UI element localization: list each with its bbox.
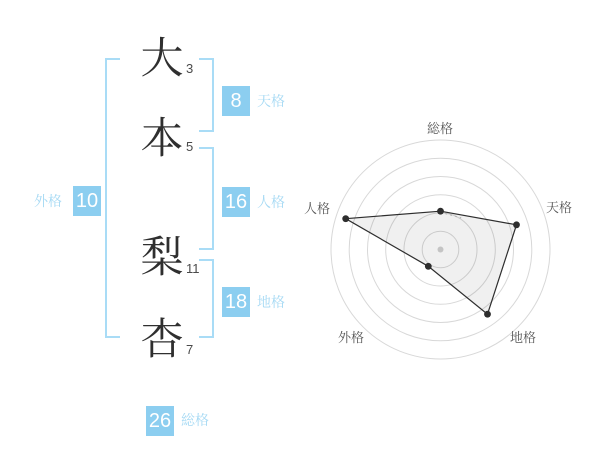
name-char-1: 大 — [140, 35, 184, 83]
radar-vertex-dot — [513, 221, 520, 228]
stroke-count-3: 11 — [186, 261, 200, 276]
radar-vertex-dot — [437, 208, 444, 215]
stroke-count-4: 7 — [186, 342, 194, 357]
tenkaku-score-box: 8 — [222, 86, 250, 116]
gaikaku-label: 外格 — [34, 193, 62, 209]
gaikaku-bracket — [105, 58, 120, 338]
stroke-count-2: 5 — [186, 139, 194, 154]
soukaku-score-box: 26 — [146, 406, 174, 436]
jinkaku-score-box: 16 — [222, 187, 250, 217]
radar-axis-label: 地格 — [509, 330, 537, 345]
radar-vertex-dot — [425, 263, 432, 270]
soukaku-label: 総格 — [181, 412, 209, 428]
radar-fill — [346, 211, 517, 314]
radar-axis-label: 人格 — [303, 201, 330, 216]
stroke-count-1: 3 — [186, 61, 194, 76]
tenkaku-label: 天格 — [257, 93, 285, 109]
jinkaku-label: 人格 — [257, 194, 285, 210]
name-char-3: 梨 — [140, 234, 184, 282]
gaikaku-score-box: 10 — [73, 186, 101, 216]
radar-center-dot — [438, 247, 444, 253]
radar-axis-label: 総格 — [426, 121, 454, 136]
radar-axis-label: 天格 — [546, 200, 573, 215]
radar-vertex-dot — [342, 215, 349, 222]
name-char-4: 杏 — [140, 316, 184, 364]
fortune-radar-chart — [290, 100, 590, 370]
name-char-2: 本 — [140, 115, 184, 163]
chikaku-score-box: 18 — [222, 287, 250, 317]
jinkaku-bracket — [199, 147, 214, 250]
radar-axis-label: 外格 — [337, 330, 365, 345]
chikaku-label: 地格 — [257, 294, 285, 310]
radar-vertex-dot — [484, 311, 491, 318]
